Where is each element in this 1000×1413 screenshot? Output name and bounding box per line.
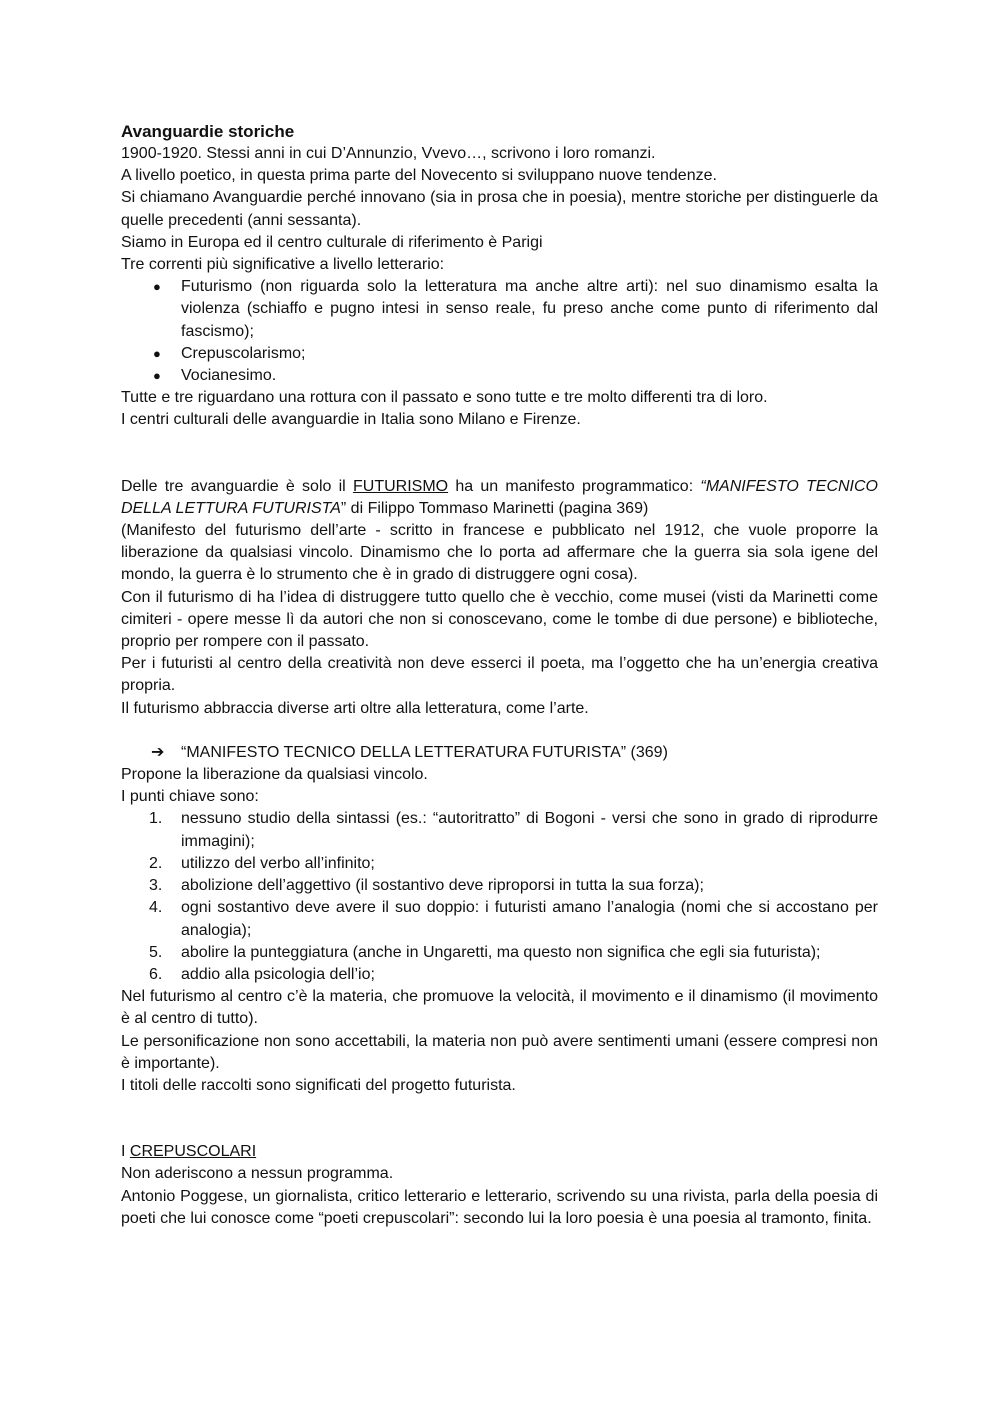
key-points-list	[121, 808, 878, 986]
document-content	[121, 120, 878, 1230]
page-title: Avanguardie storiche	[121, 122, 295, 141]
futurismo-heading: FUTURISMO	[352, 477, 449, 495]
bullet-icon: ●	[153, 368, 161, 384]
intro-line-4: Siamo in Europa ed il centro culturale di riferimento è Parigi	[121, 233, 543, 251]
intro-line-3: Si chiamano Avanguardie perché innovano (sia in prosa che in poesia), mentre storiche per distinguerle da quelle precedenti (anni sessanta).	[121, 189, 878, 229]
paragraph: I centri culturali delle avanguardie in Italia sono Milano e Firenze.	[121, 411, 581, 429]
list-item: 3. abolizione dell’aggettivo (il sostantivo deve riproporsi in tutta la sua forza);	[149, 877, 704, 895]
paragraph: (Manifesto del futurismo dell’arte - scritto in francese e pubblicato nel 1912, che vuole proporre la liberazione da qualsiasi vincolo. Dinamismo che lo porta ad affermare che la guerra sia sola igene del mondo, la guerra è lo strumento che è in grado di distruggere ogni cosa).	[121, 522, 878, 584]
arrow-right-icon: ➔	[151, 743, 165, 761]
bullet-icon: ●	[153, 345, 161, 361]
paragraph: Le personificazione non sono accettabili, la materia non può avere sentimenti umani (essere compresi non è importante).	[121, 1032, 878, 1072]
bullet-icon: ●	[153, 279, 161, 295]
intro-line-2: A livello poetico, in questa prima parte del Novecento si sviluppano nuove tendenze.	[121, 167, 717, 185]
paragraph: Antonio Poggese, un giornalista, critico letterario e letterario, scrivendo su una rivista, parla della poesia di poeti che lui conosce come “poeti crepuscolari”: secondo lui la loro poesia è una poesia al tramonto, finita.	[121, 1187, 878, 1227]
paragraph: I punti chiave sono:	[121, 788, 259, 806]
list-item: 4. ogni sostantivo deve avere il suo doppio: i futuristi amano l’analogia (nomi che si accostano per analogia);	[149, 899, 878, 939]
paragraph: Tutte e tre riguardano una rottura con il passato e sono tutte e tre molto differenti tra di loro.	[121, 389, 768, 407]
paragraph: Nel futurismo al centro c’è la materia, che promuove la velocità, il movimento e il dinamismo (il movimento è al centro di tutto).	[121, 988, 878, 1028]
paragraph: Propone la liberazione da qualsiasi vincolo.	[121, 766, 428, 784]
paragraph: Con il futurismo di ha l’idea di distruggere tutto quello che è vecchio, come musei (visti da Marinetti come cimiteri - opere messe lì da autori che non si conoscevano, come le tombe di due persone) e biblioteche, proprio per rompere con il passato.	[121, 588, 878, 651]
currents-list	[121, 276, 878, 387]
paragraph: Per i futuristi al centro della creatività non deve esserci il poeta, ma l’oggetto che ha un’energia creativa propria.	[121, 655, 878, 695]
manifesto-heading-list	[121, 742, 878, 764]
futurismo-intro: Delle tre avanguardie è solo il FUTURISMO ha un manifesto programmatico: “MANIFESTO TECNICO DELLA LETTURA FUTURISTA” di Filippo Tommaso Marinetti (pagina 369)	[121, 477, 879, 517]
crepuscolari-heading: I CREPUSCOLARI	[121, 1143, 257, 1161]
list-item: ● Crepuscolarismo;	[121, 343, 878, 365]
paragraph: I titoli delle raccolti sono significati del progetto futurista.	[121, 1076, 516, 1094]
list-item: 5. abolire la punteggiatura (anche in Ungaretti, ma questo non significa che egli sia futurista);	[149, 943, 821, 961]
list-item: 2. utilizzo del verbo all’infinito;	[149, 854, 375, 872]
list-item: ● Vocianesimo.	[121, 365, 878, 387]
intro-line-1: 1900-1920. Stessi anni in cui D’Annunzio, Vvevo…, scrivono i loro romanzi.	[121, 145, 656, 162]
list-item: 1. nessuno studio della sintassi (es.: “autoritratto” di Bogoni - versi che sono in grado di riprodurre immagini);	[149, 810, 878, 850]
intro-line-5: Tre correnti più significative a livello letterario:	[121, 256, 445, 274]
list-item: 6. addio alla psicologia dell’io;	[149, 965, 375, 983]
list-item: ➔ “MANIFESTO TECNICO DELLA LETTERATURA FUTURISTA” (369)	[121, 742, 878, 764]
paragraph: Il futurismo abbraccia diverse arti oltre alla letteratura, come l’arte.	[121, 699, 589, 717]
paragraph: Non aderiscono a nessun programma.	[121, 1165, 394, 1183]
list-item: ● Futurismo (non riguarda solo la letteratura ma anche altre arti): nel suo dinamismo esalta la violenza (schiaffo e pugno intesi in senso reale, fu preso anche come punto di riferimento dal fascismo);	[153, 278, 878, 340]
